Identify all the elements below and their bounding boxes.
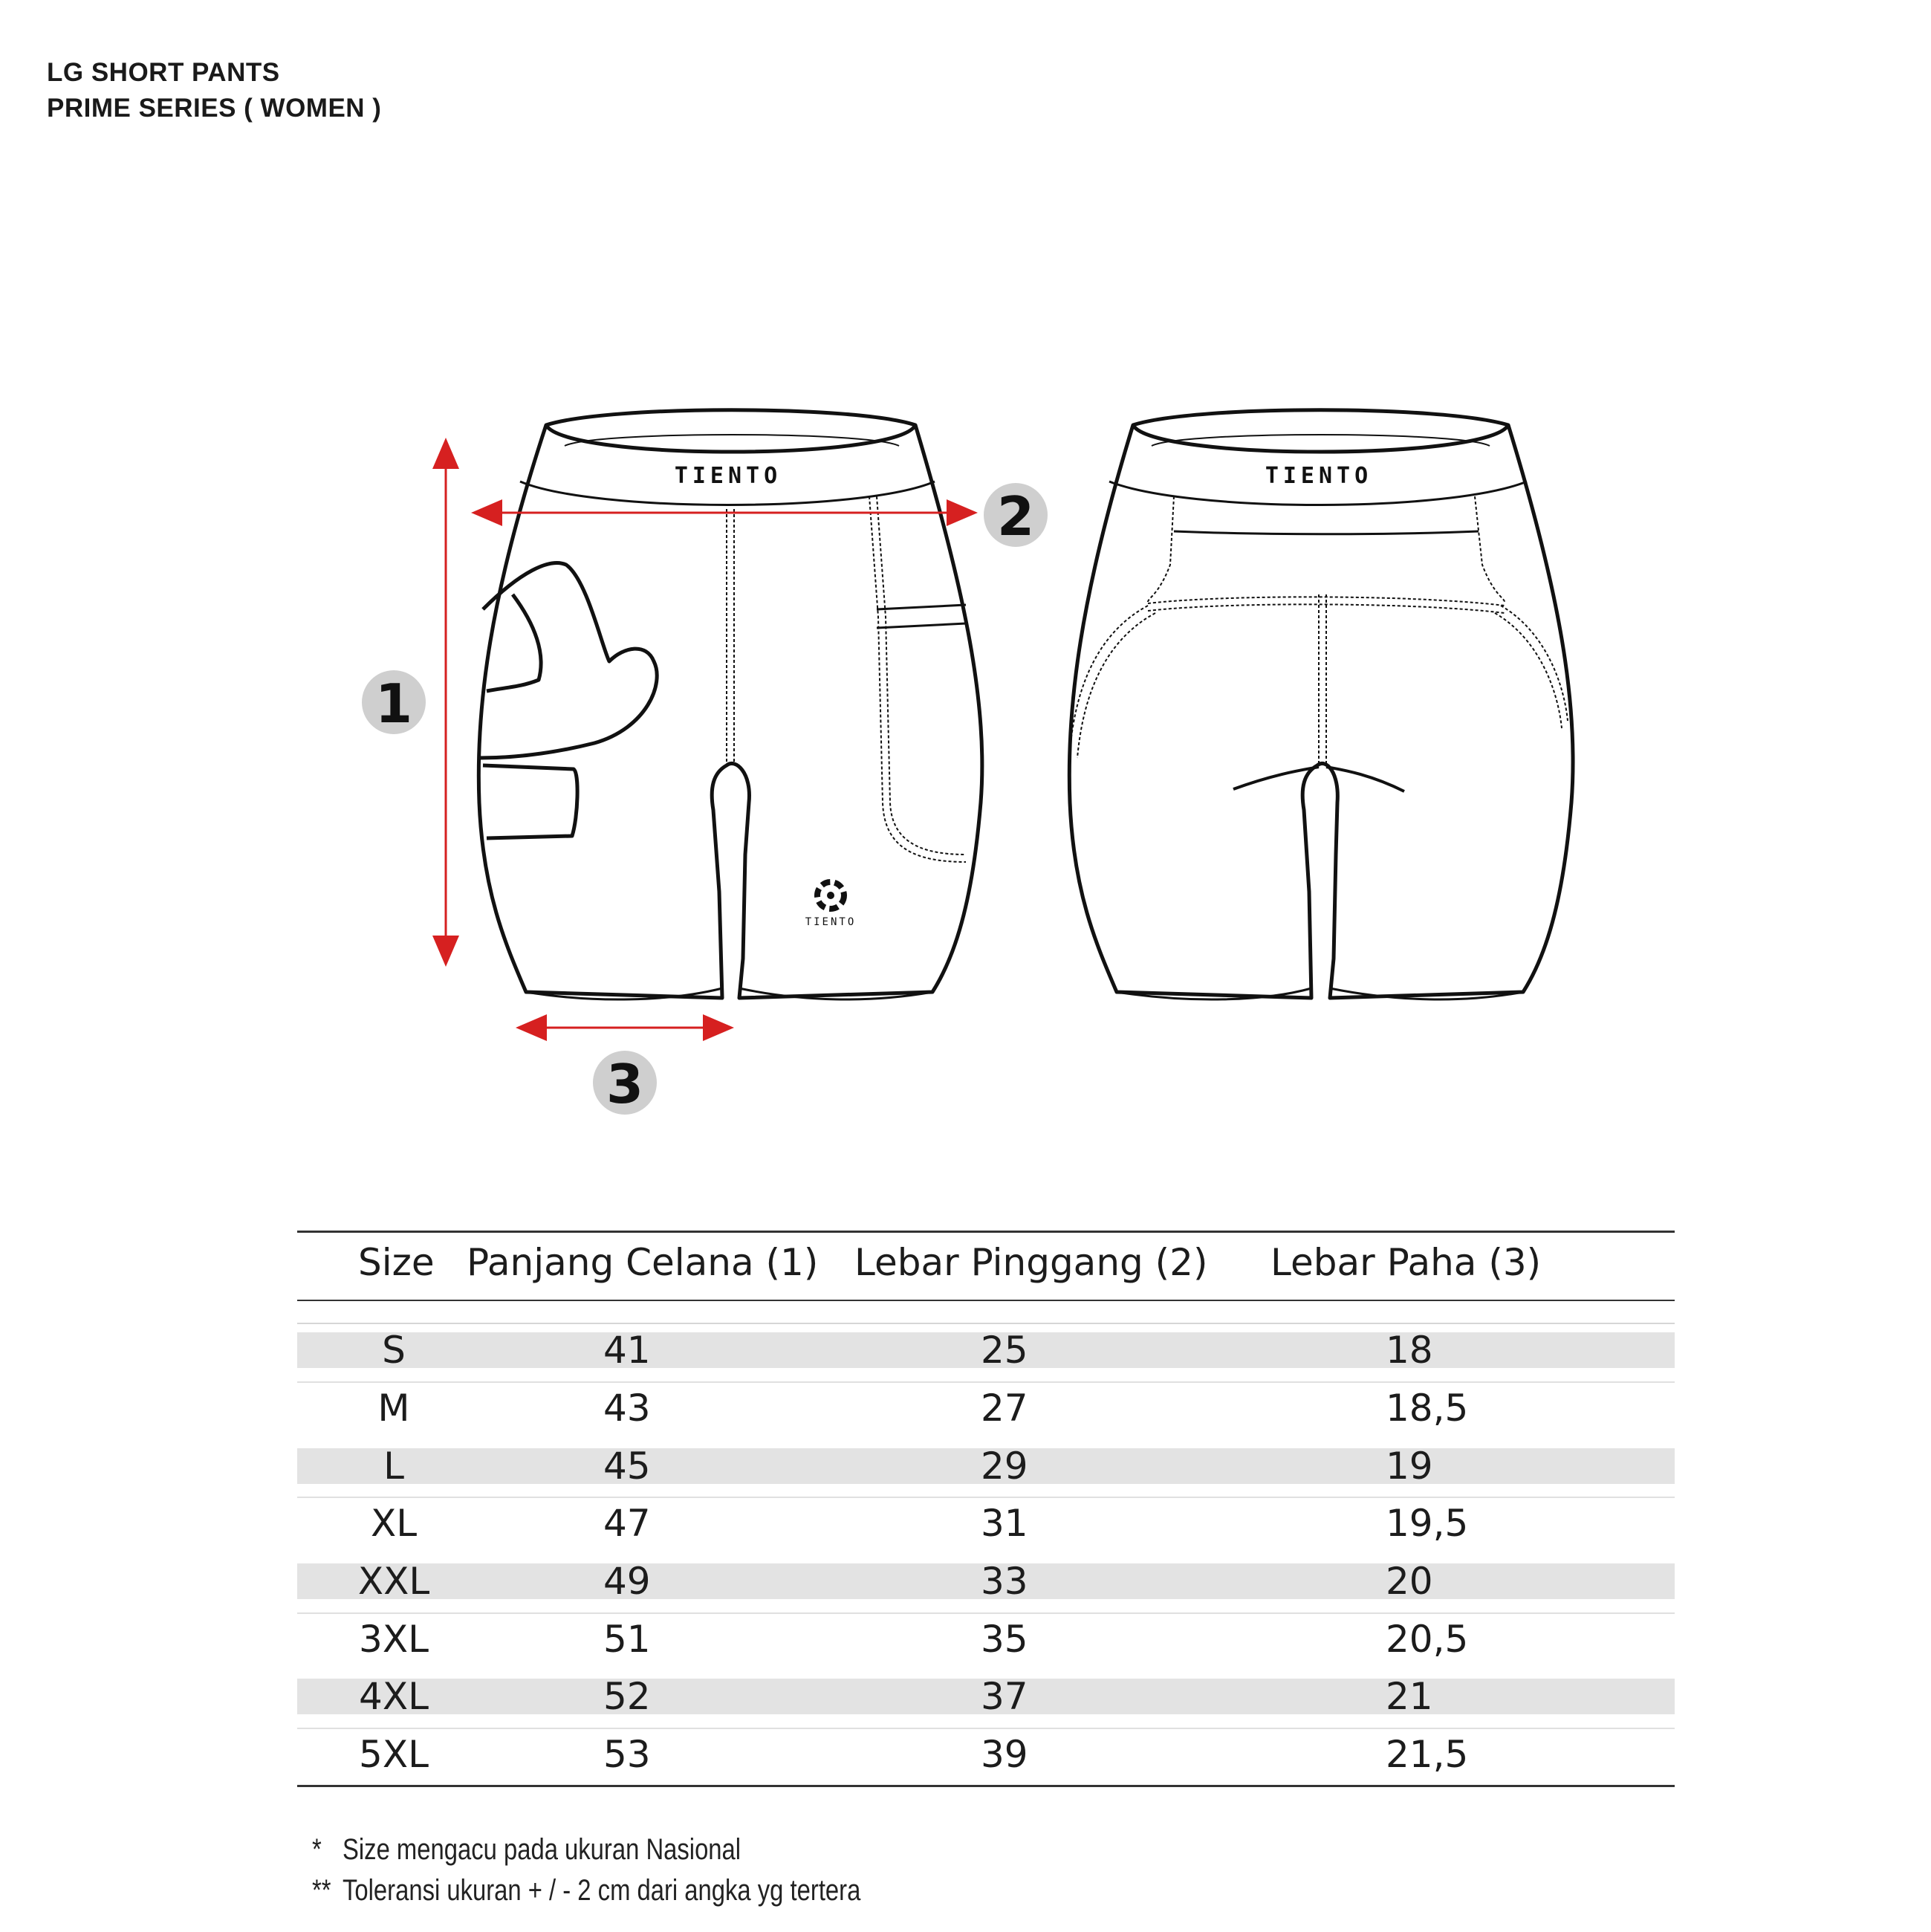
cell-thigh: 20,5: [1386, 1618, 1469, 1661]
cell-length: 41: [603, 1329, 651, 1372]
cell-length: 53: [603, 1733, 651, 1776]
cell-length: 52: [603, 1675, 651, 1718]
table-row: [297, 1675, 1675, 1718]
cell-size: 3XL: [359, 1618, 429, 1661]
cell-waist: 25: [981, 1329, 1028, 1372]
footnote-national-size: [312, 1833, 741, 1867]
logo-brand-text: TIENTO: [805, 916, 857, 928]
cell-length: 47: [603, 1502, 651, 1545]
footnote-tolerance: [312, 1874, 860, 1907]
footnote-mark: **: [312, 1874, 331, 1907]
cell-waist: 29: [981, 1445, 1028, 1488]
front-view: [478, 410, 982, 999]
cell-waist: 27: [981, 1387, 1028, 1430]
table-rule: [297, 1323, 1675, 1324]
footnote-text: Size mengacu pada ukuran Nasional: [343, 1833, 741, 1866]
table-row: [297, 1618, 1675, 1661]
cell-size: S: [382, 1329, 406, 1372]
cell-thigh: 19: [1386, 1445, 1433, 1488]
cell-thigh: 18,5: [1386, 1387, 1469, 1430]
cell-length: 43: [603, 1387, 651, 1430]
product-subtitle: PRIME SERIES ( WOMEN ): [47, 94, 382, 123]
table-row: [297, 1329, 1675, 1372]
cell-thigh: 18: [1386, 1329, 1433, 1372]
cell-size: L: [383, 1445, 404, 1488]
header-size: Size: [358, 1241, 435, 1284]
table-row: [297, 1445, 1675, 1488]
waistband-brand-back: TIENTO: [1265, 463, 1373, 489]
cell-thigh: 21: [1386, 1675, 1433, 1718]
cell-size: XL: [370, 1502, 418, 1545]
header-length: Panjang Celana (1): [467, 1241, 819, 1284]
table-rule: [297, 1300, 1675, 1301]
svg-text:1: 1: [374, 672, 413, 735]
table-rule: [297, 1231, 1675, 1233]
cell-thigh: 20: [1386, 1560, 1433, 1603]
cell-waist: 37: [981, 1675, 1028, 1718]
cell-waist: 39: [981, 1733, 1028, 1776]
table-row: [297, 1560, 1675, 1603]
front-outline: [478, 410, 982, 998]
cell-thigh: 19,5: [1386, 1502, 1469, 1545]
front-graphic: [479, 563, 657, 759]
footnote-text: Toleransi ukuran + / - 2 cm dari angka yg tertera: [343, 1874, 861, 1907]
cell-waist: 33: [981, 1560, 1028, 1603]
footnote-mark: *: [312, 1833, 322, 1866]
cell-length: 45: [603, 1445, 651, 1488]
product-title: LG SHORT PANTS: [47, 58, 280, 87]
table-row: [297, 1387, 1675, 1430]
cell-length: 49: [603, 1560, 651, 1603]
cell-size: XXL: [357, 1560, 430, 1603]
table-row: [297, 1733, 1675, 1776]
cell-size: 5XL: [359, 1733, 429, 1776]
tiento-logo-icon: [817, 882, 844, 909]
back-view: [1069, 410, 1573, 999]
marker-2: [984, 483, 1048, 548]
cell-size: M: [377, 1387, 410, 1430]
waistband-brand-front: TIENTO: [674, 463, 782, 489]
back-outline: [1069, 410, 1573, 998]
cell-length: 51: [603, 1618, 651, 1661]
cell-waist: 31: [981, 1502, 1028, 1545]
marker-3: [593, 1051, 657, 1115]
cell-thigh: 21,5: [1386, 1733, 1469, 1776]
marker-1: [362, 670, 426, 735]
svg-text:2: 2: [996, 485, 1035, 548]
table-row: [297, 1502, 1675, 1545]
header-thigh: Lebar Paha (3): [1270, 1241, 1542, 1284]
header-waist: Lebar Pinggang (2): [854, 1241, 1208, 1284]
cell-size: 4XL: [359, 1675, 429, 1718]
cell-waist: 35: [981, 1618, 1028, 1661]
svg-text:3: 3: [606, 1053, 644, 1115]
table-rule: [297, 1785, 1675, 1787]
